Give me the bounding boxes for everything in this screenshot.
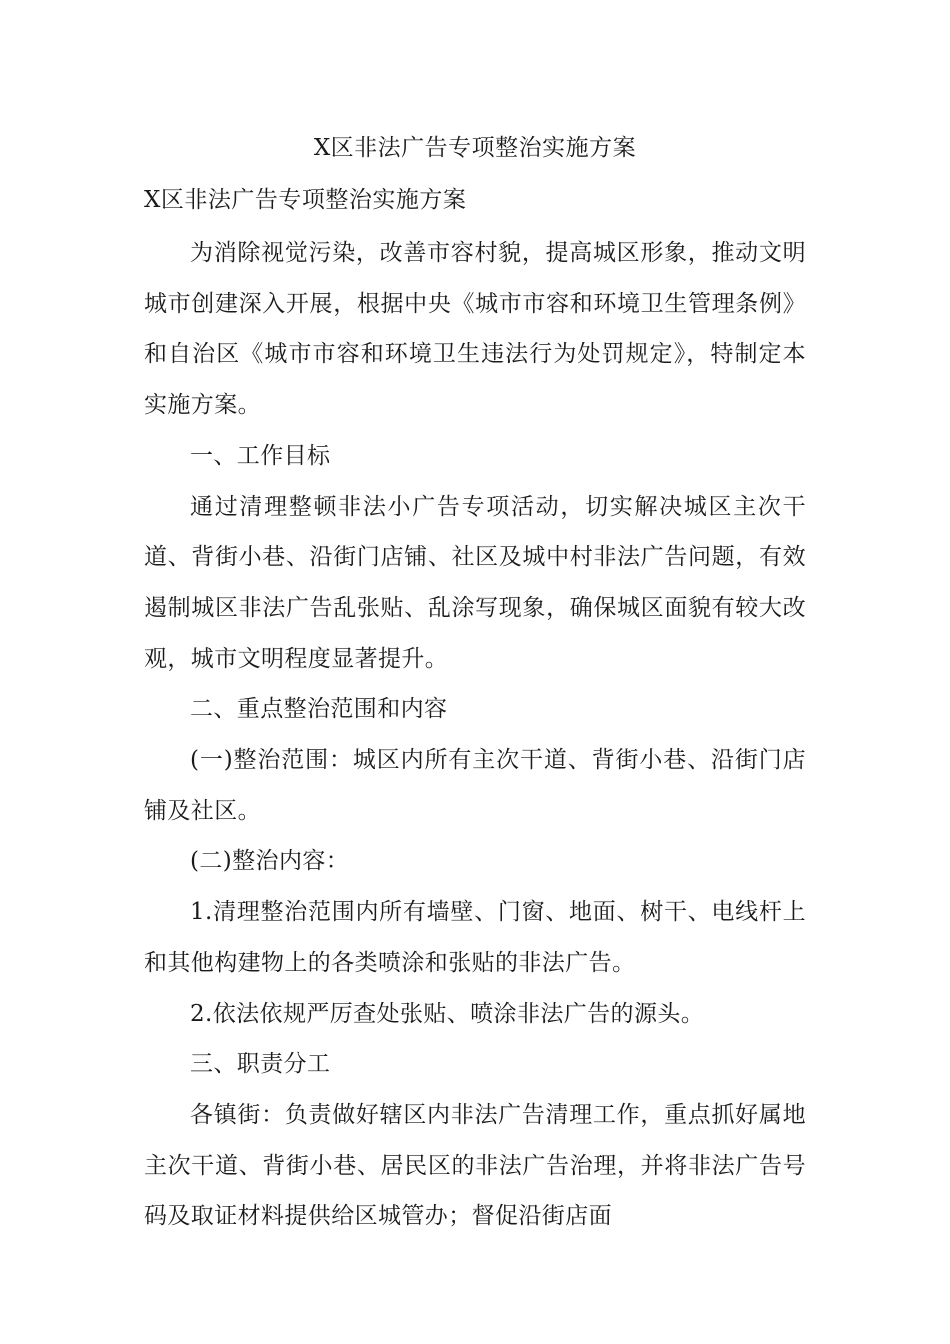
section-2-heading: 二、重点整治范围和内容 [190,696,448,723]
section-3-heading: 三、职责分工 [190,1051,331,1078]
document-title: X区非法广告专项整治实施方案 [313,135,637,161]
section-3-paragraph: 各镇街：负责做好辖区内非法广告清理工作，重点抓好属地主次干道、背街小巷、居民区的非法广告治理，并将非法广告号码及取证材料提供给区城管办；督促沿街店面 [144,1101,806,1230]
document-body [144,228,806,1242]
section-2-item-2: 2.依法依规严厉查处张贴、喷涂非法广告的源头。 [190,1000,705,1027]
intro-paragraph: 为消除视觉污染，改善市容村貌，提高城区形象，推动文明城市创建深入开展，根据中央《城市市容和环境卫生管理条例》和自治区《城市市容和环境卫生违法行为处罚规定》，特制定本实施方案。 [144,240,806,419]
section-2-item-1: 1.清理整治范围内所有墙壁、门窗、地面、树干、电线杆上和其他构建物上的各类喷涂和张贴的非法广告。 [144,899,806,976]
document-subtitle: X区非法广告专项整治实施方案 [144,187,467,213]
section-1-heading: 一、工作目标 [190,442,331,469]
section-2-content-heading: (二)整治内容： [190,848,350,875]
section-1-paragraph: 通过清理整顿非法小广告专项活动，切实解决城区主次干道、背街小巷、沿街门店铺、社区及城中村非法广告问题，有效遏制城区非法广告乱张贴、乱涂写现象，确保城区面貌有较大改观，城市文明程度显著提升。 [144,493,806,672]
section-2-scope-paragraph: (一)整治范围：城区内所有主次干道、背街小巷、沿街门店铺及社区。 [144,747,806,824]
